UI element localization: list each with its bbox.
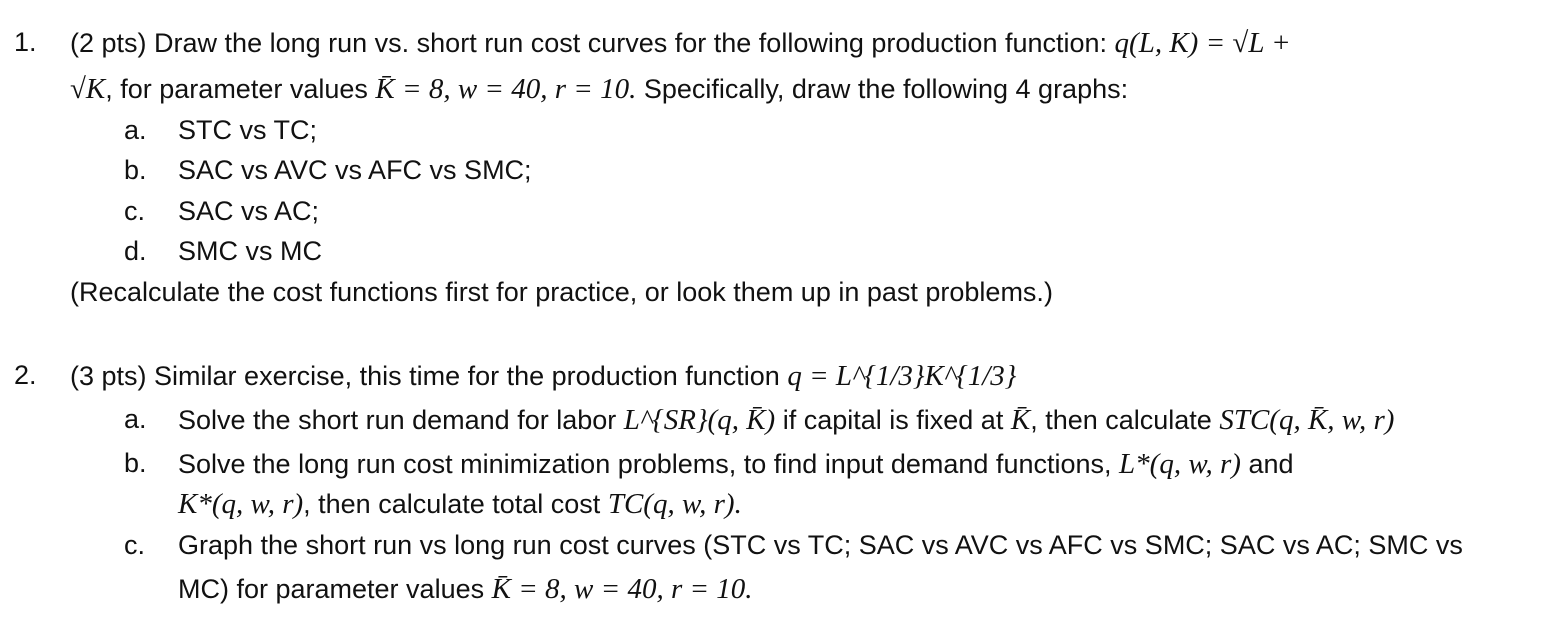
item-text: Solve the short run demand for labor [178,405,617,435]
problem-2-item-c-line-1: Graph the short run vs long run cost curves (STC vs TC; SAC vs AVC vs AFC vs SMC; SAC vs AC; SMC vs [178,530,1463,560]
production-function: q(L, K) = √L + [1114,27,1291,59]
problem-number: 2. [14,360,37,390]
problem-1-line-2 [70,73,1128,106]
item-text: , then calculate total cost [303,489,601,519]
problem-2-item-b-line-2 [178,488,742,521]
item-text: MC) for parameter values [178,574,485,604]
item-label: c. [124,196,146,226]
points: (3 pts) [70,361,147,391]
item-text: and [1248,449,1294,479]
item-label: c. [124,530,146,560]
parameter-values: K̄ = 8, w = 40, r = 10. [375,73,637,105]
tc-function: TC(q, w, r). [607,488,742,520]
capital-fixed: K̄ [1010,404,1031,436]
item-label: a. [124,115,147,145]
problem-2-item-b-line-1 [178,448,1294,481]
item-text: if capital is fixed at [782,405,1004,435]
problem-1-line-1 [70,27,1291,60]
problem-2-item-a [178,404,1394,437]
problem-2-item-c-line-2 [178,573,753,606]
item-text: SAC vs AC; [178,196,320,226]
item-label: d. [124,236,147,266]
problem-2-intro [70,360,1016,393]
sqrt-k: √K [70,73,106,105]
problem-number: 1. [14,27,37,57]
labor-demand-sr: L^{SR}(q, K̄) [623,404,776,436]
statement-cont-2: Specifically, draw the following 4 graphs: [643,74,1129,104]
item-text: SMC vs MC [178,236,322,266]
capital-demand: K*(q, w, r) [178,488,304,520]
parameter-values: K̄ = 8, w = 40, r = 10. [491,573,753,605]
labor-demand: L*(q, w, r) [1119,448,1241,480]
item-label: a. [124,404,147,434]
statement: Similar exercise, this time for the production function [154,361,780,391]
statement-cont: , for parameter values [105,74,368,104]
problem-1-note: (Recalculate the cost functions first for practice, or look them up in past problems.) [70,277,1053,307]
item-text: , then calculate [1030,405,1212,435]
stc-function: STC(q, K̄, w, r) [1219,404,1395,436]
item-text: SAC vs AVC vs AFC vs SMC; [178,155,532,185]
item-label: b. [124,155,147,185]
item-text: STC vs TC; [178,115,318,145]
item-label: b. [124,448,147,478]
points: (2 pts) [70,28,147,58]
production-function: q = L^{1/3}K^{1/3} [787,360,1017,392]
statement: Draw the long run vs. short run cost curves for the following production function: [154,28,1108,58]
item-text: Solve the long run cost minimization problems, to find input demand functions, [178,449,1112,479]
